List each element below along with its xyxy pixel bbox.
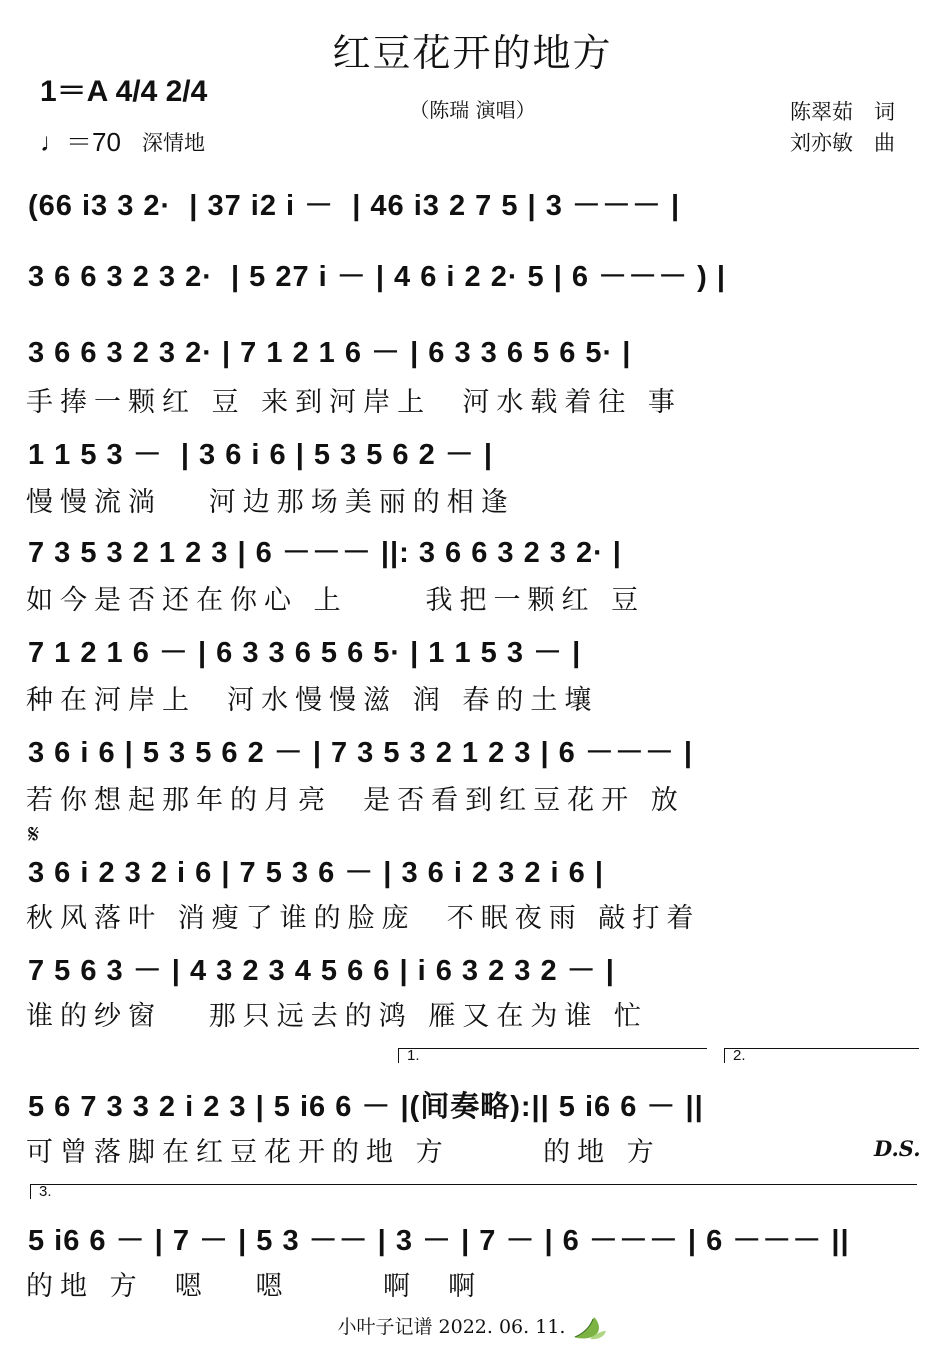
ds-mark: D.S. bbox=[874, 1136, 921, 1161]
lyricist-credit: 陈翠茹 词 bbox=[790, 100, 895, 124]
volta-1-label: 1. bbox=[407, 1047, 420, 1064]
score-line-7: 3 6 i 6 | 5 3 5 6 2 － | 7 3 5 3 2 1 2 3 | 6 －－－ | bbox=[28, 737, 694, 769]
score-line-1: (66 i3 3 2· | 37 i2 i － | 46 i3 2 7 5 | 3 －－－ | bbox=[28, 190, 681, 222]
lyric-line-7: 若你想起那年的月亮 是否看到红豆花开 放 bbox=[26, 785, 685, 816]
score-line-5: 7 3 5 3 2 1 2 3 | 6 －－－ ||: 3 6 6 3 2 3 2· | bbox=[28, 537, 622, 569]
volta-3-label: 3. bbox=[39, 1183, 52, 1200]
lyric-line-9: 谁的纱窗 那只远去的鸿 雁又在为谁 忙 bbox=[26, 1001, 648, 1032]
tempo-mark: ♩＝70 bbox=[40, 127, 121, 157]
leaf-icon bbox=[572, 1315, 608, 1341]
lyric-line-8: 秋风落叶 消瘦了谁的脸庞 不眠夜雨 敲打着 bbox=[26, 903, 701, 934]
score-line-10: 5 6 7 3 3 2 i 2 3 | 5 i6 6 － |(间奏略):|| 5 i6 6 － || bbox=[28, 1091, 704, 1123]
lyric-line-10: 可曾落脚在红豆花开的地 方 的地 方 bbox=[26, 1137, 661, 1168]
score-line-4: 1 1 5 3 － | 3 6 i 6 | 5 3 5 6 2 － | bbox=[28, 439, 493, 471]
volta-2-label: 2. bbox=[733, 1047, 746, 1064]
volta-1-bracket bbox=[398, 1048, 707, 1063]
lyric-line-11: 的地 方 嗯 嗯 啊 啊 bbox=[26, 1271, 483, 1302]
score-line-11: 5 i6 6 － | 7 － | 5 3 －－ | 3 － | 7 － | 6 －－－ | 6 －－－ || bbox=[28, 1225, 850, 1257]
segno-mark: 𝄋 bbox=[28, 820, 40, 850]
lyric-line-5: 如今是否还在你心 上 我把一颗红 豆 bbox=[26, 585, 646, 616]
volta-3-bracket bbox=[30, 1184, 917, 1199]
singer-credit: （陈瑞 演唱） bbox=[409, 98, 536, 122]
score-line-2: 3 6 6 3 2 3 2· | 5 27 i － | 4 6 i 2 2· 5 | 6 －－－ ) | bbox=[28, 261, 726, 293]
lyric-line-6: 种在河岸上 河水慢慢滋 润 春的土壤 bbox=[26, 685, 599, 716]
score-line-8: 3 6 i 2 3 2 i 6 | 7 5 3 6 － | 3 6 i 2 3 2 i 6 | bbox=[28, 857, 604, 889]
lyric-line-4: 慢慢流淌 河边那场美丽的相逢 bbox=[26, 487, 515, 518]
song-title: 红豆花开的地方 bbox=[332, 31, 613, 75]
expression-mark: 深情地 bbox=[142, 131, 205, 155]
score-line-9: 7 5 6 3 － | 4 3 2 3 4 5 6 6 | i 6 3 2 3 2 － | bbox=[28, 955, 615, 987]
key-signature: 1＝A 4/4 2/4 bbox=[40, 75, 208, 108]
transcriber-footer bbox=[0, 1312, 945, 1341]
lyric-line-3: 手捧一颗红 豆 来到河岸上 河水载着往 事 bbox=[26, 387, 682, 418]
score-line-3: 3 6 6 3 2 3 2· | 7 1 2 1 6 － | 6 3 3 6 5 6 5· | bbox=[28, 337, 632, 369]
volta-2-bracket bbox=[724, 1048, 919, 1063]
composer-credit: 刘亦敏 曲 bbox=[790, 131, 895, 155]
score-line-6: 7 1 2 1 6 － | 6 3 3 6 5 6 5· | 1 1 5 3 － | bbox=[28, 637, 582, 669]
footer-text: 小叶子记谱 2022. 06. 11. bbox=[337, 1316, 566, 1338]
